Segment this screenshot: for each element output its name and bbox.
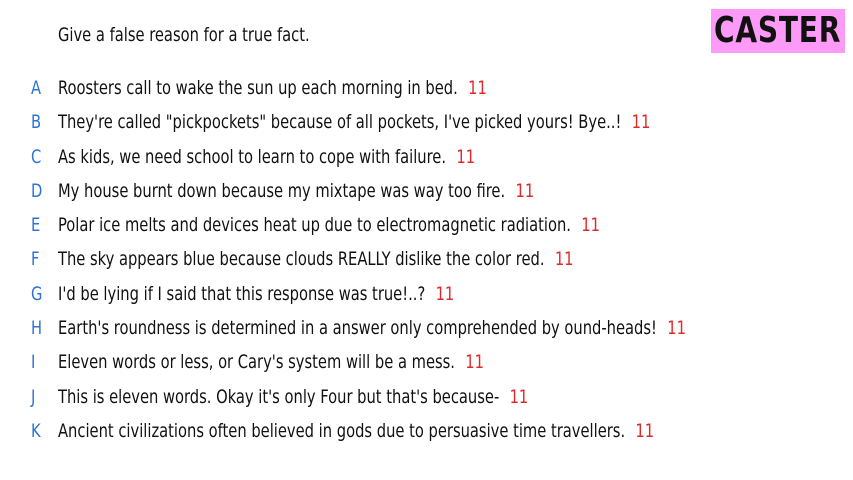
answer-text: My house burnt down because my mixtape was way too fire.	[58, 179, 506, 202]
answer-body	[58, 384, 528, 410]
answer-body	[58, 178, 534, 204]
answer-body	[58, 281, 454, 307]
answer-body	[58, 246, 574, 272]
answer-row-a[interactable]	[0, 71, 853, 105]
answer-body	[58, 109, 650, 135]
answer-letter: G	[31, 282, 43, 305]
answer-body	[58, 144, 475, 170]
answer-body	[58, 315, 686, 341]
answer-row-k[interactable]	[0, 414, 853, 448]
word-count: 11	[515, 179, 535, 202]
answer-body	[58, 75, 487, 101]
answer-letter: E	[31, 214, 41, 237]
answer-text: Eleven words or less, or Cary's system will be a mess.	[58, 351, 455, 374]
answer-letter: J	[31, 385, 36, 408]
caster-badge-label: CASTER	[714, 10, 842, 51]
word-count: 11	[554, 248, 574, 271]
answer-letter: A	[31, 77, 42, 99]
answer-text: They're called "pickpockets" because of all pockets, I've picked yours! Bye..!	[58, 111, 622, 134]
answer-body	[58, 349, 484, 375]
answer-row-j[interactable]	[0, 380, 853, 414]
word-count: 11	[468, 77, 487, 99]
answer-text: As kids, we need school to learn to cope with failure.	[58, 145, 447, 168]
answer-row-e[interactable]	[0, 208, 853, 242]
answer-letter: H	[31, 317, 43, 340]
word-count: 11	[465, 351, 485, 374]
answer-row-c[interactable]	[0, 140, 853, 174]
word-count: 11	[581, 214, 601, 237]
answer-body	[58, 418, 654, 444]
word-count: 11	[509, 385, 529, 408]
answer-text: Earth's roundness is determined in a answer only comprehended by ound-heads!	[58, 317, 657, 340]
answer-list	[0, 71, 853, 448]
answer-letter: K	[31, 419, 41, 442]
answer-text: Roosters call to wake the sun up each morning in bed.	[58, 77, 458, 99]
answer-row-g[interactable]	[0, 277, 853, 311]
answer-letter: B	[31, 111, 42, 134]
word-count: 11	[635, 419, 655, 442]
answer-letter: F	[31, 248, 40, 271]
answer-text: Polar ice melts and devices heat up due to electromagnetic radiation.	[58, 214, 571, 237]
word-count: 11	[631, 111, 651, 134]
answer-row-d[interactable]	[0, 174, 853, 208]
answer-row-h[interactable]	[0, 311, 853, 345]
answer-letter: I	[31, 351, 36, 374]
word-count: 11	[435, 282, 455, 305]
caster-badge	[711, 9, 845, 53]
prompt-text: Give a false reason for a true fact.	[58, 24, 310, 46]
answer-letter: D	[31, 179, 43, 202]
answer-text: This is eleven words. Okay it's only Four but that's because-	[58, 385, 500, 408]
answer-row-i[interactable]	[0, 345, 853, 379]
word-count: 11	[667, 317, 686, 340]
answer-text: I'd be lying if I said that this response was true!..?	[58, 282, 426, 305]
answer-body	[58, 212, 600, 238]
answer-text: The sky appears blue because clouds REALLY dislike the color red.	[58, 248, 545, 271]
answer-letter: C	[31, 145, 42, 168]
answer-row-f[interactable]	[0, 242, 853, 276]
answer-row-b[interactable]	[0, 105, 853, 139]
word-count: 11	[456, 145, 476, 168]
answer-text: Ancient civilizations often believed in gods due to persuasive time travellers.	[58, 419, 626, 442]
